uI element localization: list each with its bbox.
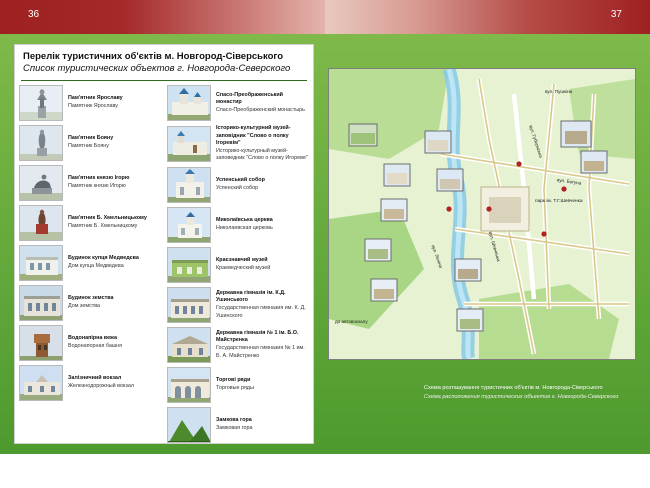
page-number-right: 37 [610,9,622,20]
list-item-label-ru: Памятник Ярославу [68,103,118,109]
list-item-labels [211,330,309,360]
list-item-label-ua: Пам'ятник Бояну [68,135,114,142]
entries-columns [15,81,313,451]
list-item[interactable] [167,167,309,203]
list-item[interactable] [167,207,309,243]
map-park-label: парк ім. Т.Г.Шевченка [535,199,583,204]
map-street-label: вул. Богуна [556,177,582,186]
list-item-labels [63,215,147,230]
list-item-label-ua: Миколаївська церква [216,217,273,224]
list-item-label-ru: Памятник князю Игорю [68,183,126,189]
card-title-ua: Перелік туристичних об'єктів м. Новгород-Сіверського [23,51,284,62]
list-item-label-ua: Будинок купця Медведєва [68,255,139,262]
list-item-label-ru: Государственная гимназия № 1 им. Б. А. Майстренко [216,344,305,359]
list-item[interactable] [167,327,309,363]
zemstvo-house-photo [19,285,63,321]
page-number-left: 36 [28,9,40,20]
map-caption-ru: Схема расположения туристических объектов г. Новгорода-Северского [424,393,619,400]
monument-khmelnytsky-photo [19,205,63,241]
list-item[interactable] [19,85,161,121]
list-item-labels [211,257,270,272]
museum-reserve-photo [167,126,211,162]
list-item-labels [63,95,123,110]
list-item-label-ru: Спасо-Преображенский монастырь [216,106,305,113]
list-item-label-ru: Дом земства [68,303,100,309]
list-item[interactable] [167,367,309,403]
list-item-label-ua: Успенський собор [216,177,265,184]
list-item[interactable] [167,247,309,283]
list-item-label-ua: Державна гімназія № 1 ім. Б.О. Майстренка [216,329,299,344]
list-item-labels [211,417,252,432]
list-item-label-ru: Замковая гора [216,424,253,431]
gymnasium-ushinsky-photo [167,287,211,323]
list-item-label-ru: Памятник Бояну [68,143,109,149]
list-item[interactable] [19,365,161,401]
monument-boyan-photo [19,125,63,161]
map-street-label: вул. Пушкіна [545,89,573,94]
list-item-label-ua: Пам'ятник князю Ігорю [68,175,130,182]
list-item-label-ua: Водонапірна вежа [68,335,117,342]
list-item-label-ru: Государственная гимназия им. К. Д. Ушинского [216,304,306,319]
tourist-objects-card [14,44,314,444]
list-item[interactable] [167,125,309,163]
list-item[interactable] [19,165,161,201]
card-title-block [15,45,313,77]
list-item-label-ua: Торгові ряди [216,377,251,384]
list-item-label-ru: Железнодорожный вокзал [68,383,134,389]
entries-column-left [19,85,164,451]
list-item-label-ru: Историко-культурный музей-заповедник "Слово о полку Игореве" [216,147,308,162]
list-item-label-ru: Николаевская церковь [216,224,273,231]
list-item-label-ua: Історико-культурний музей-заповідник "Слово о полку Ігоревім" [216,125,291,147]
map-street-label: вул. Леніна [430,244,444,269]
list-item-labels [63,135,113,150]
list-item-labels [63,335,122,350]
list-item-label-ua: Замкова гора [216,417,252,424]
header-left-band [0,0,325,34]
list-item-label-ua: Пам'ятник Б. Хмельницькому [68,215,147,222]
list-item[interactable] [19,325,161,361]
list-item[interactable] [19,245,161,281]
list-item-labels [211,92,309,115]
map-street-label: вул. Губернська [528,124,544,159]
list-item-label-ua: Залізничний вокзал [68,375,122,382]
list-item[interactable] [167,85,309,121]
list-item[interactable] [167,407,309,443]
list-item-label-ua: Державна гімназія ім. К.Д. Ушинського [216,289,286,304]
merchant-house-photo [19,245,63,281]
map-caption [424,384,634,401]
entries-column-right [164,85,309,451]
list-item-labels [211,217,273,232]
list-item-label-ua: Краєзнавчий музей [216,257,268,264]
map-bus-station-label: до автовокзалу [335,319,368,324]
map-caption-ua: Схема розташування туристичних об'єктів м. Новгорода-Сіверського [424,385,603,391]
card-title-ru: Список туристических объектов г. Новгорода-Северского [23,63,291,74]
gymnasium-1-photo [167,327,211,363]
list-item-labels [211,290,309,320]
list-item-label-ua: Спасо-Преображенський монастир [216,91,283,106]
list-item-labels [211,125,309,163]
uspensky-cathedral-photo [167,167,211,203]
monument-prince-igor-photo [19,165,63,201]
monastery-photo [167,85,211,121]
list-item-label-ua: Пам'ятник Ярославу [68,95,123,102]
list-item[interactable] [19,125,161,161]
list-item[interactable] [19,205,161,241]
list-item-label-ua: Будинок земства [68,295,114,302]
list-item-label-ru: Краеведческий музей [216,264,271,271]
monument-yaroslav-photo [19,85,63,121]
map-graphic [329,69,635,359]
railway-station-photo [19,365,63,401]
water-tower-photo [19,325,63,361]
list-item-label-ru: Водонапорная башня [68,343,123,349]
list-item-labels [211,177,265,192]
list-item-labels [63,255,139,270]
list-item-label-ru: Дом купца Медведева [68,263,124,269]
local-lore-museum-photo [167,247,211,283]
list-item[interactable] [19,285,161,321]
list-item-labels [211,377,254,392]
tourist-map[interactable] [328,68,636,360]
list-item-labels [63,175,129,190]
list-item-label-ru: Торговые ряды [216,384,254,391]
map-street-label: вул. Шевченка [487,230,502,263]
list-item-labels [63,375,134,390]
trade-rows-photo [167,367,211,403]
nikolaev-church-photo [167,207,211,243]
list-item[interactable] [167,287,309,323]
castle-hill-photo [167,407,211,443]
list-item-labels [63,295,113,310]
header-right-band [325,0,650,34]
bottom-white-band [0,454,650,488]
top-header-bar [0,0,650,34]
list-item-label-ru: Памятник Б. Хмельницкому [68,223,138,229]
list-item-label-ru: Успенский собор [216,184,259,191]
